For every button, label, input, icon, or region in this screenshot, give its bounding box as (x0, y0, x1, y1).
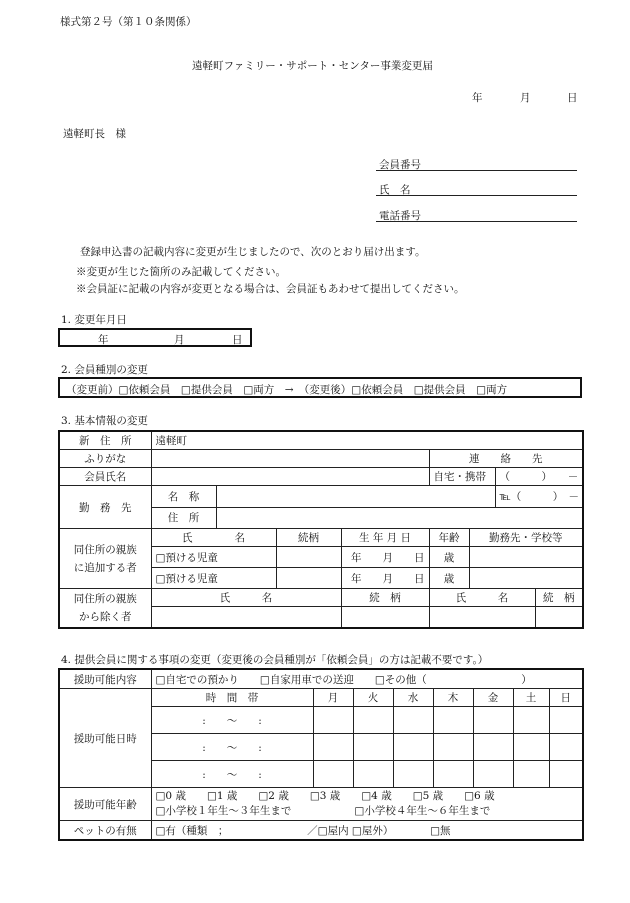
slot3-sun[interactable] (549, 761, 583, 788)
form-title: 遠軽町ファミリー・サポート・センター事業変更届 (192, 60, 433, 72)
furigana-field[interactable] (151, 450, 429, 468)
remove-relation-2[interactable] (535, 607, 583, 629)
time-slot-3[interactable]: : ～ : (151, 761, 313, 788)
add-row1-work[interactable] (469, 547, 583, 568)
change-date-day: 日 (232, 334, 243, 346)
add-row1-relation[interactable] (276, 547, 341, 568)
support-time-label: 援助可能日時 (59, 689, 151, 788)
change-date-box[interactable] (58, 328, 252, 347)
member-name-label-cell: 会員氏名 (59, 468, 151, 486)
add-row1-age[interactable]: 歳 (429, 547, 469, 568)
slot2-fri[interactable] (473, 734, 513, 761)
slot1-mon[interactable] (313, 707, 353, 734)
relatives-remove-label (59, 589, 151, 629)
slot1-sat[interactable] (513, 707, 549, 734)
slot2-wed[interactable] (393, 734, 433, 761)
intro-line-2: ※変更が生じた箇所のみ記載してください。 (76, 266, 286, 278)
member-number-label: 会員番号 (379, 159, 421, 171)
section4-heading: 4. 提供会員に関する事項の変更（変更後の会員種別が「依頼会員」の方は記載不要です。） (61, 654, 489, 666)
add-head-birth: 生 年 月 日 (341, 529, 429, 547)
workplace-tel[interactable]: ℡（ ） － (495, 486, 583, 508)
new-address-value[interactable]: 遠軽町 (151, 431, 583, 450)
add-row1-name[interactable]: □預ける児童 (151, 547, 276, 568)
workplace-address-value[interactable] (216, 507, 583, 529)
slot2-mon[interactable] (313, 734, 353, 761)
member-type-options: （変更前）□依頼会員 □提供会員 □両方 → （変更後）□依頼会員 □提供会員 □両方 (66, 384, 508, 396)
section3-heading: 3. 基本情報の変更 (61, 415, 148, 427)
add-head-work: 勤務先・学校等 (469, 529, 583, 547)
intro-line-1: 登録申込書の記載内容に変更が生じましたので、次のとおり届け出ます。 (80, 246, 426, 258)
slot2-thu[interactable] (433, 734, 473, 761)
provider-info-table (58, 668, 584, 841)
add-head-age: 年齢 (429, 529, 469, 547)
slot3-wed[interactable] (393, 761, 433, 788)
workplace-address-label: 住 所 (151, 507, 216, 529)
member-type-box[interactable] (58, 377, 582, 398)
mobile-label: 自宅・携帯 (429, 468, 495, 486)
time-slot-2[interactable]: : ～ : (151, 734, 313, 761)
member-phone-field[interactable] (376, 221, 577, 222)
form-number: 様式第２号（第１０条関係） (60, 16, 197, 28)
section1-heading: 1. 変更年月日 (61, 314, 127, 326)
day-wed: 水 (393, 689, 433, 707)
slot1-sun[interactable] (549, 707, 583, 734)
basic-info-table (58, 430, 584, 629)
add-row2-work[interactable] (469, 568, 583, 589)
add-row2-birth[interactable]: 年 月 日 (341, 568, 429, 589)
support-age-options[interactable] (151, 788, 583, 821)
slot1-fri[interactable] (473, 707, 513, 734)
member-name-field[interactable] (376, 195, 577, 196)
day-tue: 火 (353, 689, 393, 707)
day-fri: 金 (473, 689, 513, 707)
add-head-name: 氏 名 (151, 529, 276, 547)
add-row2-age[interactable]: 歳 (429, 568, 469, 589)
slot2-sun[interactable] (549, 734, 583, 761)
change-date-year: 年 (98, 334, 109, 346)
slot1-tue[interactable] (353, 707, 393, 734)
slot1-wed[interactable] (393, 707, 433, 734)
day-mon: 月 (313, 689, 353, 707)
change-date-month: 月 (174, 334, 185, 346)
relatives-add-label (59, 529, 151, 589)
support-content-options[interactable]: □自宅での預かり □自家用車での送迎 □その他（ ） (151, 669, 583, 689)
date-month: 月 (520, 92, 531, 104)
day-thu: 木 (433, 689, 473, 707)
remove-head-name-2: 氏 名 (429, 589, 535, 607)
add-row2-name[interactable]: □預ける児童 (151, 568, 276, 589)
slot3-mon[interactable] (313, 761, 353, 788)
member-name-value[interactable] (151, 468, 429, 486)
add-row2-relation[interactable] (276, 568, 341, 589)
section2-heading: 2. 会員種別の変更 (61, 364, 148, 376)
slot1-thu[interactable] (433, 707, 473, 734)
member-number-field[interactable] (376, 170, 577, 171)
remove-name-2[interactable] (429, 607, 535, 629)
member-phone-label: 電話番号 (379, 210, 421, 222)
relatives-add-label-line1: 同住所の親族 (73, 543, 137, 556)
slot2-tue[interactable] (353, 734, 393, 761)
time-slot-1[interactable]: : ～ : (151, 707, 313, 734)
remove-head-relation-1: 続 柄 (341, 589, 429, 607)
relatives-add-label-line2: に追加する者 (73, 561, 137, 574)
slot3-fri[interactable] (473, 761, 513, 788)
furigana-label: ふりがな (59, 450, 151, 468)
relatives-remove-label-line2: から除く者 (79, 611, 132, 623)
member-name-label: 氏 名 (379, 184, 411, 196)
new-address-label: 新 住 所 (59, 431, 151, 450)
slot3-tue[interactable] (353, 761, 393, 788)
pet-label: ペットの有無 (59, 821, 151, 841)
workplace-name-label: 名 称 (151, 486, 216, 508)
slot3-thu[interactable] (433, 761, 473, 788)
slot3-sat[interactable] (513, 761, 549, 788)
intro-line-3: ※会員証に記載の内容が変更となる場合は、会員証もあわせて提出してください。 (76, 283, 465, 295)
workplace-name-value[interactable] (216, 486, 495, 508)
workplace-label: 勤 務 先 (59, 486, 151, 529)
pet-options[interactable]: □有（種類 ； ／□屋内 □屋外） □無 (151, 821, 583, 841)
contact-label: 連 絡 先 (429, 450, 583, 468)
support-content-label: 援助可能内容 (59, 669, 151, 689)
date-day: 日 (567, 92, 578, 104)
day-sat: 土 (513, 689, 549, 707)
mobile-value[interactable]: （ ） － (495, 468, 583, 486)
time-band-header: 時 間 帯 (151, 689, 313, 707)
day-sun: 日 (549, 689, 583, 707)
support-age-label: 援助可能年齢 (59, 788, 151, 821)
remove-head-name-1: 氏 名 (151, 589, 341, 607)
remove-head-relation-2: 続 柄 (535, 589, 583, 607)
remove-relation-1[interactable] (341, 607, 429, 629)
remove-name-1[interactable] (151, 607, 341, 629)
relatives-remove-label-line1: 同住所の親族 (73, 593, 137, 605)
add-row1-birth[interactable]: 年 月 日 (341, 547, 429, 568)
age-options-line2[interactable]: □小学校１年生～３年生まで □小学校４年生～６年生まで (155, 805, 491, 817)
slot2-sat[interactable] (513, 734, 549, 761)
add-head-relation: 続柄 (276, 529, 341, 547)
age-options-line1[interactable]: □0 歳 □1 歳 □2 歳 □3 歳 □4 歳 □5 歳 □6 歳 (155, 790, 495, 802)
addressee: 遠軽町長 様 (63, 128, 126, 140)
date-year: 年 (472, 92, 483, 104)
